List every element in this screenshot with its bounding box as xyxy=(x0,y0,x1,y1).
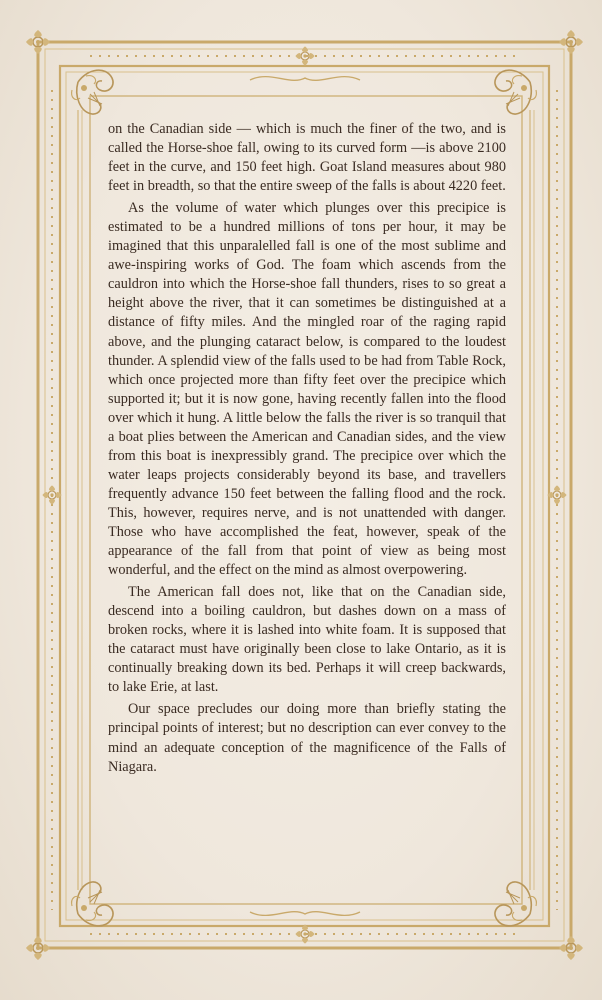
paragraph-4: Our space precludes our doing more than briefly stating the principal points of interest; but no description can ever convey to the mind an adequate conception of the magnificence of the Falls of Niagara. xyxy=(108,701,506,775)
paragraph-3: The American fall does not, like that on the Canadian side, descend into a boiling cauldron, but dashes down on a mass of broken rocks, where it is lashed into white foam. It is supposed that the cataract must have originally been close to lake Ontario, as it is continually breaking down its bed. Perhaps it will creep backwards, to lake Erie, at last. xyxy=(108,584,506,696)
paragraph-2: As the volume of water which plunges over this precipice is estimated to be a hundred millions of tons per hour, it may be imagined that this unparalelled fall is one of the most sublime and awe-inspiring works of God. The foam which ascends from the cauldron into which the Horse-shoe fall thunders, rises to so great a height above the river, that it can sometimes be distinguished at a distance of fifty miles. And the mingled roar of the raging rapid above, and the plunging cataract below, is compared to the loudest thunder. A splendid view of the falls used to be had from Table Rock, which once projected more than fifty feet over the precipice which supported it; but it is now gone, having recently fallen into the flood over which it hung. A little below the falls the river is so tranquil that a boat plies between the American and Canadian sides, and the view from this boat is inexpressibly grand. The precipice over which the water leaps projects considerably beyond its base, and travellers frequently advance 150 feet between the falling flood and the rock. This, however, requires nerve, and is not unattended with danger. Those who have accomplished the feat, however, speak of the appearance of the fall from that point of view as being most wonderful, and the effect on the mind as almost overpowering. xyxy=(108,200,506,579)
body-text xyxy=(108,120,506,780)
paragraph-1: on the Canadian side — which is much the finer of the two, and is called the Horse-shoe fall, owing to its curved form —is above 2100 feet in the curve, and 150 feet high. Goat Island measures about 980 feet in breadth, so that the entire sweep of the falls is about 4220 feet. xyxy=(108,121,506,195)
